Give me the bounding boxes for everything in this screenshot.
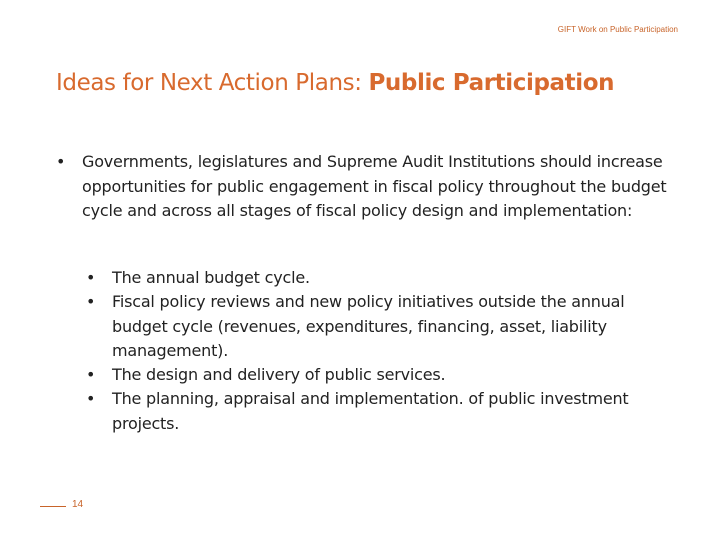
- sub-bullet-list: [86, 266, 666, 436]
- sub-bullet-text: The design and delivery of public services.: [112, 365, 446, 385]
- sub-bullet-text: Fiscal policy reviews and new policy initiatives outside the annual budget cycle (revenues, expenditures, financing, asset, liability management).: [112, 292, 625, 360]
- footer-divider: [40, 506, 66, 507]
- bullet-icon: •: [56, 152, 66, 171]
- sub-bullet-text: The annual budget cycle.: [112, 268, 310, 287]
- bullet-icon: •: [86, 292, 96, 312]
- sub-bullet-item: [86, 387, 666, 436]
- slide-title-normal: Ideas for Next Action Plans:: [56, 70, 369, 96]
- bullet-icon: •: [86, 268, 96, 287]
- sub-bullet-item: [86, 290, 666, 363]
- slide-title-bold: Public Participation: [368, 70, 615, 96]
- header-note: GIFT Work on Public Participation: [557, 25, 678, 34]
- main-bullet-text: Governments, legislatures and Supreme Audit Institutions should increase opportunities for public engagement in fiscal policy throughout the budget cycle and across all stages of fiscal policy design and implementation:: [82, 152, 667, 220]
- slide-content: [56, 150, 676, 224]
- sub-bullet-item: [86, 266, 666, 290]
- bullet-icon: •: [86, 365, 96, 385]
- bullet-icon: •: [86, 389, 96, 409]
- page-number: 14: [72, 499, 84, 510]
- sub-bullet-item: [86, 363, 666, 387]
- main-bullet-point: [56, 150, 676, 224]
- slide-title: [56, 70, 614, 96]
- sub-bullet-text: The planning, appraisal and implementation. of public investment projects.: [112, 389, 629, 433]
